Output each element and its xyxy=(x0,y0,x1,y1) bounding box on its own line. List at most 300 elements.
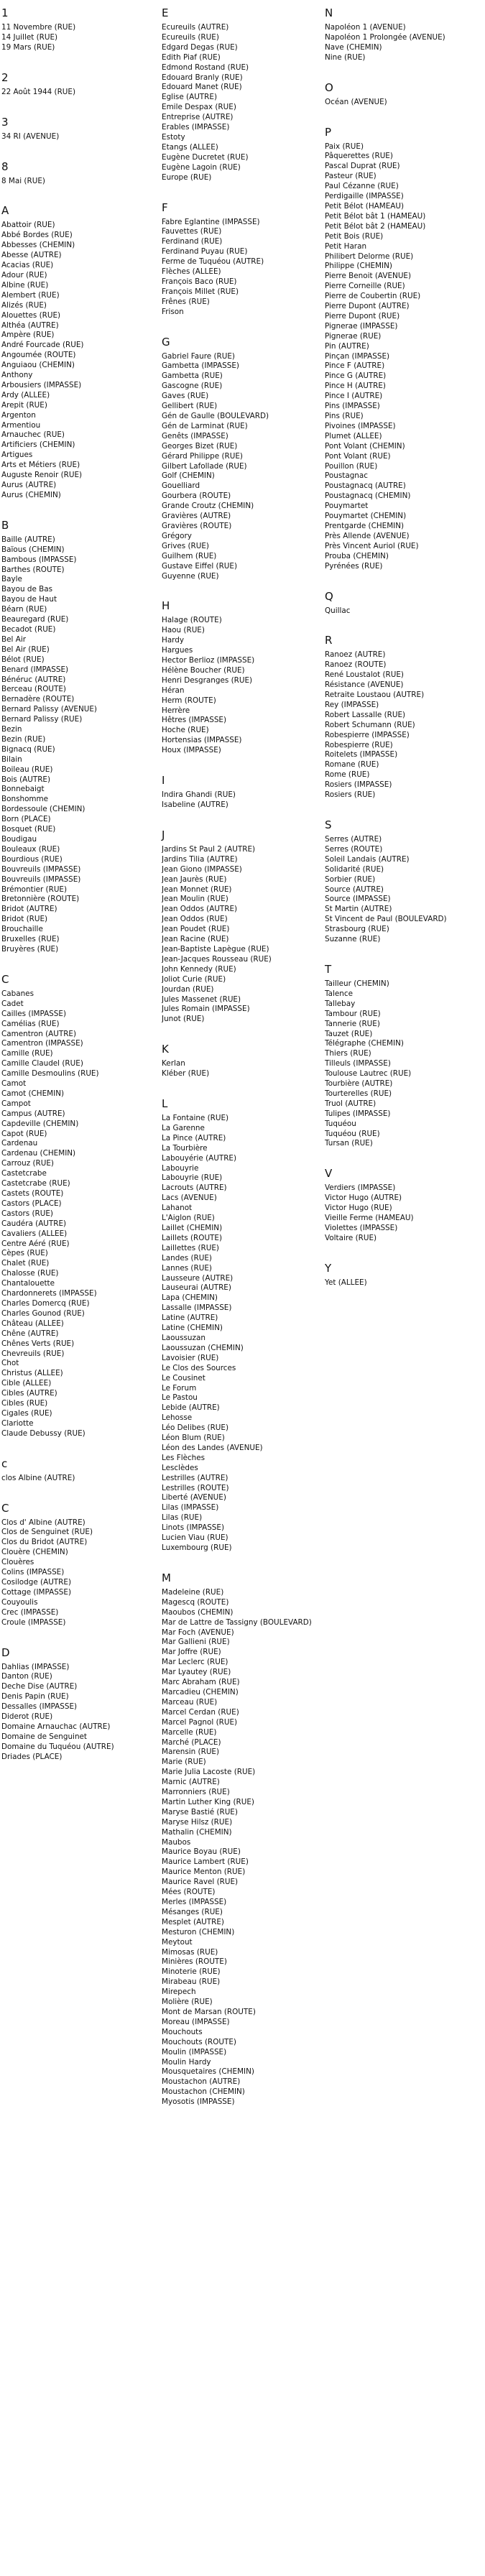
street-entry: Pouymartet (CHEMIN) xyxy=(325,512,407,521)
street-entry: Cible (ALLEE) xyxy=(1,1379,52,1388)
street-entry: Mirepech xyxy=(162,1988,196,1997)
section-letter-heading: S xyxy=(325,818,332,831)
street-entry: Danton (RUE) xyxy=(1,1672,52,1681)
section-letter-heading: T xyxy=(325,962,332,976)
letter-section xyxy=(325,125,483,572)
street-entry: Verdiers (IMPASSE) xyxy=(325,1183,396,1193)
street-entry: Flèches (ALLEE) xyxy=(162,267,221,277)
street-entry: Jean Monnet (RUE) xyxy=(162,885,232,894)
street-entry: Marcadieu (CHEMIN) xyxy=(162,1687,239,1696)
street-entry: Clariotte xyxy=(1,1418,34,1428)
street-entry: Grégory xyxy=(162,531,192,540)
street-entry: Béarn (RUE) xyxy=(1,605,47,614)
street-entry: Abattoir (RUE) xyxy=(1,221,55,230)
street-entry: Nave (CHEMIN) xyxy=(325,42,382,52)
street-entry: Prentgarde (CHEMIN) xyxy=(325,521,405,530)
street-entry: Mésanges (RUE) xyxy=(162,1907,223,1916)
street-entry: Mouchouts (ROUTE) xyxy=(162,2037,236,2046)
street-entry: Labouyrie (RUE) xyxy=(162,1173,223,1183)
street-entry: Léon des Landes (AVENUE) xyxy=(162,1443,263,1452)
street-entry: Bilain xyxy=(1,754,22,764)
street-entry: Castets (ROUTE) xyxy=(1,1189,64,1198)
street-entry: Bosquet (RUE) xyxy=(1,825,56,834)
street-entry: Petit Bois (RUE) xyxy=(325,231,384,241)
street-entry: Lapa (CHEMIN) xyxy=(162,1293,218,1303)
street-entry: Retraite Loustaou (AUTRE) xyxy=(325,691,425,700)
street-entry: Minoterie (RUE) xyxy=(162,1967,221,1977)
street-entry: Junot (RUE) xyxy=(162,1015,205,1024)
street-entry: Source (IMPASSE) xyxy=(325,895,391,904)
street-entry: Rosiers (RUE) xyxy=(325,790,376,800)
letter-section xyxy=(1,70,160,98)
street-entry: Pyrénées (RUE) xyxy=(325,561,383,571)
street-entry: Capot (RUE) xyxy=(1,1129,47,1138)
street-entry: François Baco (RUE) xyxy=(162,277,237,286)
street-entry: Fabre Eglantine (IMPASSE) xyxy=(162,217,260,226)
street-entry: André Fourcade (RUE) xyxy=(1,341,84,350)
street-entry: Camentron (AUTRE) xyxy=(1,1029,77,1038)
street-entry: Pâquerettes (RUE) xyxy=(325,152,393,161)
street-entry: Centre Aéré (RUE) xyxy=(1,1239,70,1248)
section-letter-heading: O xyxy=(325,80,333,94)
letter-section xyxy=(325,589,483,617)
street-entry: Bel Air xyxy=(1,634,26,644)
street-entry: Résistance (AVENUE) xyxy=(325,680,404,690)
letter-section xyxy=(162,599,320,756)
street-entry: Albine (RUE) xyxy=(1,280,49,290)
street-entry: Nine (RUE) xyxy=(325,52,366,62)
section-letter-heading: B xyxy=(1,518,9,532)
street-entry: Cadet xyxy=(1,999,24,1008)
street-entry: Camille (RUE) xyxy=(1,1049,53,1058)
street-entry: Diderot (RUE) xyxy=(1,1712,53,1722)
street-entry: Lausseure (AUTRE) xyxy=(162,1273,234,1283)
letter-section xyxy=(1,972,160,1439)
street-entry: Bridot (RUE) xyxy=(1,915,48,924)
street-entry: Pins (RUE) xyxy=(325,412,364,420)
street-entry: Pince H (AUTRE) xyxy=(325,382,386,391)
street-entry: Mar Gallieni (RUE) xyxy=(162,1638,230,1647)
street-entry: Robespierre (IMPASSE) xyxy=(325,730,410,739)
street-entry: Jean-Jacques Rousseau (RUE) xyxy=(162,954,272,964)
street-entry: Castors (RUE) xyxy=(1,1209,53,1218)
index-column-2 xyxy=(162,6,320,2125)
street-entry: Gravières (AUTRE) xyxy=(162,512,231,521)
street-entry: Moreau (IMPASSE) xyxy=(162,2017,230,2026)
street-entry: Marnic (AUTRE) xyxy=(162,1778,220,1787)
street-entry: Gellibert (RUE) xyxy=(162,402,218,411)
street-entry: Bambous (IMPASSE) xyxy=(1,555,77,564)
street-entry: Ranoez (ROUTE) xyxy=(325,660,387,670)
section-letter-heading: I xyxy=(162,774,165,788)
street-entry: Lebide (AUTRE) xyxy=(162,1403,220,1413)
street-entry: 11 Novembre (RUE) xyxy=(1,23,76,32)
letter-section xyxy=(325,80,483,108)
street-entry: Lestrilles (AUTRE) xyxy=(162,1473,228,1482)
street-entry: La Pince (AUTRE) xyxy=(162,1133,226,1142)
street-entry: Bel Air (RUE) xyxy=(1,645,50,654)
street-entry: Château (ALLEE) xyxy=(1,1319,64,1328)
street-entry: Chardonnerets (IMPASSE) xyxy=(1,1289,97,1298)
street-entry: Suzanne (RUE) xyxy=(325,935,381,944)
section-letter-heading: J xyxy=(162,828,165,841)
street-entry: Europe (RUE) xyxy=(162,172,212,182)
letter-section xyxy=(162,6,320,183)
street-entry: Acacias (RUE) xyxy=(1,261,54,270)
street-entry: Edouard Manet (RUE) xyxy=(162,83,242,92)
street-entry: Erables (IMPASSE) xyxy=(162,123,230,132)
street-entry: Boudigau xyxy=(1,835,37,844)
street-entry: Bruxelles (RUE) xyxy=(1,935,60,944)
street-entry: Pince F (AUTRE) xyxy=(325,361,385,371)
street-entry: Maurice Lambert (RUE) xyxy=(162,1857,249,1867)
street-entry: Mousquetaires (CHEMIN) xyxy=(162,2067,254,2077)
street-entry: Cibles (AUTRE) xyxy=(1,1389,57,1398)
street-entry: Thiers (RUE) xyxy=(325,1049,371,1058)
street-entry: Hélène Boucher (RUE) xyxy=(162,665,245,675)
street-entry: Merles (IMPASSE) xyxy=(162,1898,227,1906)
street-entry: Deche Dise (AUTRE) xyxy=(1,1682,78,1691)
street-entry: Mesplet (AUTRE) xyxy=(162,1917,224,1926)
street-entry: Camot (CHEMIN) xyxy=(1,1089,65,1098)
section-letter-heading: M xyxy=(162,1571,171,1584)
street-entry: Mirabeau (RUE) xyxy=(162,1977,221,1987)
street-entry: Arepit (RUE) xyxy=(1,400,47,410)
street-entry: Ferdinand (RUE) xyxy=(162,237,223,246)
street-entry: Carrouz (RUE) xyxy=(1,1159,54,1168)
street-entry: 22 Août 1944 (RUE) xyxy=(1,87,76,96)
street-entry: Ferme de Tuquéou (AUTRE) xyxy=(162,257,264,267)
street-entry: Marché (PLACE) xyxy=(162,1737,221,1747)
street-entry: Soleil Landais (AUTRE) xyxy=(325,854,410,864)
street-entry: Marcel Pagnol (RUE) xyxy=(162,1717,238,1727)
section-letter-heading: V xyxy=(325,1167,333,1181)
street-entry: Linots (IMPASSE) xyxy=(162,1523,225,1533)
street-entry: Minières (ROUTE) xyxy=(162,1957,227,1967)
street-entry: Cosilodge (AUTRE) xyxy=(1,1578,71,1587)
street-entry: Vieille Ferme (HAMEAU) xyxy=(325,1214,414,1223)
street-entry: Hargues xyxy=(162,646,193,655)
street-entry: Cardenau xyxy=(1,1139,38,1148)
street-entry: Clos d' Albine (AUTRE) xyxy=(1,1518,86,1527)
street-entry: Pierre de Coubertin (RUE) xyxy=(325,292,421,301)
street-entry: Rome (RUE) xyxy=(325,770,370,780)
street-entry: Gourbera (ROUTE) xyxy=(162,491,231,501)
street-entry: St Vincent de Paul (BOULEVARD) xyxy=(325,915,447,924)
street-entry: Chênes Verts (RUE) xyxy=(1,1339,75,1348)
street-entry: Hêtres (IMPASSE) xyxy=(162,716,227,725)
section-letter-heading: L xyxy=(162,1097,168,1111)
street-entry: Lahanot xyxy=(162,1204,193,1213)
street-entry: Jean-Baptiste Lapègue (RUE) xyxy=(162,944,269,954)
letter-section xyxy=(325,1166,483,1243)
street-entry: Beauregard (RUE) xyxy=(1,615,69,624)
street-entry: Robert Lassalle (RUE) xyxy=(325,710,406,719)
street-entry: Landes (RUE) xyxy=(162,1253,212,1262)
street-entry: Strasbourg (RUE) xyxy=(325,925,389,934)
street-entry: Bezin (RUE) xyxy=(1,734,46,744)
street-entry: Argenton xyxy=(1,410,36,420)
street-entry: Domaine de Senguinet xyxy=(1,1732,88,1741)
street-entry: Anthony xyxy=(1,371,33,380)
street-entry: Camélias (RUE) xyxy=(1,1019,60,1028)
street-entry: Le Pastou xyxy=(162,1393,198,1403)
street-entry: Camille Claudel (RUE) xyxy=(1,1059,83,1068)
street-entry: Guyenne (RUE) xyxy=(162,571,219,581)
street-entry: Océan (AVENUE) xyxy=(325,97,387,106)
street-entry: Hoche (RUE) xyxy=(162,726,209,735)
street-entry: Barthes (ROUTE) xyxy=(1,565,65,574)
street-entry: Edouard Branly (RUE) xyxy=(162,73,243,82)
street-entry: Christus (ALLEE) xyxy=(1,1369,63,1378)
section-letter-heading: 3 xyxy=(1,115,9,129)
street-entry: Hector Berlioz (IMPASSE) xyxy=(162,656,255,665)
street-entry: Pivoines (IMPASSE) xyxy=(325,421,396,430)
street-entry: Gén de Larminat (RUE) xyxy=(162,421,248,430)
street-entry: Abesse (AUTRE) xyxy=(1,251,62,260)
street-entry: Mouchouts xyxy=(162,2027,203,2036)
street-entry: Cardenau (CHEMIN) xyxy=(1,1149,76,1158)
street-entry: Luxembourg (RUE) xyxy=(162,1543,232,1552)
street-entry: Paix (RUE) xyxy=(325,142,364,151)
street-entry: Pins (IMPASSE) xyxy=(325,402,380,411)
street-entry: Herrère xyxy=(162,706,190,715)
street-entry: Tilleuls (IMPASSE) xyxy=(325,1059,391,1068)
street-entry: Roitelets (IMPASSE) xyxy=(325,750,398,760)
street-entry: René Loustalot (RUE) xyxy=(325,670,404,680)
street-entry: Poustagnacq (AUTRE) xyxy=(325,481,406,491)
street-entry: Bourdious (RUE) xyxy=(1,854,63,864)
street-entry: Georges Bizet (RUE) xyxy=(162,441,238,451)
street-entry: Gén de Gaulle (BOULEVARD) xyxy=(162,412,269,420)
street-entry: Maurice Boyau (RUE) xyxy=(162,1847,241,1857)
street-entry: Clouères xyxy=(1,1558,34,1567)
street-entry: Ranoez (AUTRE) xyxy=(325,650,386,660)
street-entry: Edgard Degas (RUE) xyxy=(162,42,238,52)
street-entry: Robespierre (RUE) xyxy=(325,740,393,749)
section-letter-heading: C xyxy=(1,972,9,986)
street-entry: Eugène Lagoin (RUE) xyxy=(162,162,241,172)
section-letter-heading: R xyxy=(325,634,333,647)
section-letter-heading: C xyxy=(1,1501,9,1515)
street-entry: Gravières (ROUTE) xyxy=(162,521,232,530)
street-entry: Houx (IMPASSE) xyxy=(162,746,221,755)
street-entry: Lassalle (IMPASSE) xyxy=(162,1303,232,1313)
street-entry: La Garenne xyxy=(162,1123,205,1132)
street-entry: Gérard Philippe (RUE) xyxy=(162,451,243,461)
section-letter-heading: 2 xyxy=(1,70,9,84)
street-entry: Frênes (RUE) xyxy=(162,297,210,306)
street-entry: Près Allende (AVENUE) xyxy=(325,531,410,540)
section-letter-heading: A xyxy=(1,204,9,218)
street-entry: Léo Delibes (RUE) xyxy=(162,1423,229,1433)
street-entry: Camentron (IMPASSE) xyxy=(1,1039,83,1048)
street-entry: Angoumée (ROUTE) xyxy=(1,351,76,360)
street-entry: Clos du Bridot (AUTRE) xyxy=(1,1538,88,1547)
street-entry: Pont Volant (RUE) xyxy=(325,451,391,461)
street-entry: Télégraphe (CHEMIN) xyxy=(325,1039,404,1048)
street-entry: Aurus (CHEMIN) xyxy=(1,490,61,499)
street-entry: Charles Domercq (RUE) xyxy=(1,1298,90,1308)
street-entry: Pierre Benoit (AVENUE) xyxy=(325,272,412,281)
letter-section xyxy=(1,1456,160,1484)
street-entry: Chevreuils (RUE) xyxy=(1,1349,65,1358)
street-entry: Mées (ROUTE) xyxy=(162,1888,216,1897)
street-entry: Maurice Ravel (RUE) xyxy=(162,1878,239,1887)
street-entry: Cottage (IMPASSE) xyxy=(1,1587,72,1597)
street-entry: Castors (PLACE) xyxy=(1,1199,62,1208)
street-entry: Gambetta (RUE) xyxy=(162,371,223,381)
street-entry: Ecureuils (RUE) xyxy=(162,32,219,42)
letter-section xyxy=(325,6,483,63)
street-entry: Source (AUTRE) xyxy=(325,885,384,894)
letter-section xyxy=(1,115,160,142)
street-entry: Mar Lyautey (RUE) xyxy=(162,1668,231,1677)
street-entry: Maryse Bastié (RUE) xyxy=(162,1807,238,1816)
street-entry: Marensin (RUE) xyxy=(162,1748,220,1757)
street-entry: Abbesses (CHEMIN) xyxy=(1,241,75,250)
street-entry: Auguste Renoir (RUE) xyxy=(1,471,83,480)
street-entry: Pinçan (IMPASSE) xyxy=(325,351,390,361)
street-entry: Pignerae (RUE) xyxy=(325,331,382,341)
street-entry: Mar Foch (AVENUE) xyxy=(162,1628,234,1637)
letter-section xyxy=(325,962,483,1149)
section-letter-heading: c xyxy=(1,1456,8,1470)
street-entry: Jean Racine (RUE) xyxy=(162,935,229,944)
street-entry: Robert Schumann (RUE) xyxy=(325,720,415,729)
street-entry: Jardins Tilia (AUTRE) xyxy=(162,854,238,864)
street-entry: Cigales (RUE) xyxy=(1,1408,52,1418)
street-entry: Entreprise (AUTRE) xyxy=(162,113,234,122)
street-entry: Petit Bélot bât 1 (HAMEAU) xyxy=(325,211,426,221)
street-entry: Tulipes (IMPASSE) xyxy=(325,1109,391,1118)
street-entry: Domaine Arnauchac (AUTRE) xyxy=(1,1722,111,1731)
street-entry: Lilas (RUE) xyxy=(162,1513,203,1523)
street-entry: Laoussuzan xyxy=(162,1333,205,1342)
street-entry: Lestrilles (ROUTE) xyxy=(162,1483,229,1492)
street-entry: Moulin (IMPASSE) xyxy=(162,2047,227,2056)
street-entry: Marronniers (RUE) xyxy=(162,1788,230,1797)
street-entry: Laillettes (RUE) xyxy=(162,1243,219,1252)
section-letter-heading: P xyxy=(325,125,332,139)
street-entry: Victor Hugo (AUTRE) xyxy=(325,1194,402,1203)
street-entry: Edith Piaf (RUE) xyxy=(162,52,221,62)
street-entry: Cibles (RUE) xyxy=(1,1399,48,1408)
street-entry: Romane (RUE) xyxy=(325,760,379,770)
street-entry: Philippe (CHEMIN) xyxy=(325,262,392,271)
street-entry: Golf (CHEMIN) xyxy=(162,471,215,481)
section-letter-heading: 8 xyxy=(1,160,9,173)
street-entry: Molière (RUE) xyxy=(162,1998,213,2007)
street-entry: Chalosse (RUE) xyxy=(1,1269,59,1278)
street-entry: Campot xyxy=(1,1099,31,1108)
letter-section xyxy=(162,335,320,582)
street-entry: Brémontier (RUE) xyxy=(1,885,68,894)
street-entry: Yet (ALLEE) xyxy=(325,1278,367,1287)
street-entry: Alizés (RUE) xyxy=(1,300,47,310)
section-letter-heading: G xyxy=(162,335,170,348)
street-entry: Joliot Curie (RUE) xyxy=(162,974,226,984)
street-entry: Guilhem (RUE) xyxy=(162,551,217,560)
letter-section xyxy=(1,1645,160,1763)
street-entry: Latine (CHEMIN) xyxy=(162,1324,223,1333)
street-entry: Couyoulis xyxy=(1,1597,38,1607)
section-letter-heading: H xyxy=(162,599,170,613)
street-entry: Driades (PLACE) xyxy=(1,1752,63,1761)
street-entry: Mar Joffre (RUE) xyxy=(162,1648,221,1657)
street-entry: Martin Luther King (RUE) xyxy=(162,1797,254,1806)
street-entry: Cavaliers (ALLEE) xyxy=(1,1229,68,1238)
street-entry: Bouleaux (RUE) xyxy=(1,844,60,854)
street-entry: Lesclèdes xyxy=(162,1463,198,1472)
street-entry: Pierre Dupont (RUE) xyxy=(325,311,400,320)
street-entry: Pierre Corneille (RUE) xyxy=(325,282,405,291)
street-entry: Boileau (RUE) xyxy=(1,765,53,774)
street-entry: Gabriel Faure (RUE) xyxy=(162,351,235,361)
street-entry: Mathalin (CHEMIN) xyxy=(162,1827,232,1837)
letter-section xyxy=(162,1042,320,1079)
street-entry: Ferdinand Puyau (RUE) xyxy=(162,247,248,257)
street-entry: Victor Hugo (RUE) xyxy=(325,1204,392,1213)
street-entry: Pierre Dupont (AUTRE) xyxy=(325,302,410,311)
street-entry: Lauseurai (AUTRE) xyxy=(162,1283,231,1293)
street-entry: Le Forum xyxy=(162,1383,197,1393)
street-entry: Mont de Marsan (ROUTE) xyxy=(162,2007,256,2016)
street-entry: Tauzet (RUE) xyxy=(325,1029,373,1038)
street-entry: Cabanes xyxy=(1,989,34,998)
street-entry: Mar de Lattre de Tassigny (BOULEVARD) xyxy=(162,1617,312,1627)
street-entry: Voltaire (RUE) xyxy=(325,1233,377,1242)
street-entry: Baïous (CHEMIN) xyxy=(1,545,65,554)
street-entry: Jean Giono (IMPASSE) xyxy=(162,864,242,874)
street-entry: Gustave Eiffel (RUE) xyxy=(162,561,238,571)
street-entry: Fauvettes (RUE) xyxy=(162,227,222,236)
street-entry: Perdigaille (IMPASSE) xyxy=(325,192,404,201)
street-entry: Adour (RUE) xyxy=(1,270,47,280)
street-entry: Petit Haran xyxy=(325,241,367,251)
section-letter-heading: N xyxy=(325,6,333,19)
street-entry: Meytout xyxy=(162,1937,193,1947)
street-entry: Marcel Cerdan (RUE) xyxy=(162,1707,239,1717)
street-entry: Marcelle (RUE) xyxy=(162,1727,217,1737)
street-entry: Jean Poudet (RUE) xyxy=(162,925,230,934)
street-entry: Lacrouts (AUTRE) xyxy=(162,1183,227,1193)
street-entry: Bayou de Haut xyxy=(1,595,57,604)
street-entry: Chalet (RUE) xyxy=(1,1259,50,1268)
street-entry: 14 Juillet (RUE) xyxy=(1,32,58,42)
letter-section xyxy=(162,773,320,811)
street-entry: Bridot (AUTRE) xyxy=(1,905,57,914)
street-entry: Eglise (AUTRE) xyxy=(162,93,217,102)
street-entry: Camille Desmoulins (RUE) xyxy=(1,1069,99,1079)
street-entry: Gaves (RUE) xyxy=(162,392,209,401)
street-entry: Charles Gounod (RUE) xyxy=(1,1308,85,1318)
street-entry: Pince G (AUTRE) xyxy=(325,371,387,381)
section-letter-heading: E xyxy=(162,6,169,19)
street-entry: Tuquéou xyxy=(325,1119,356,1128)
letter-section xyxy=(325,818,483,945)
street-entry: Dahlias (IMPASSE) xyxy=(1,1662,70,1671)
street-entry: Poustagnac xyxy=(325,471,368,481)
street-entry: Sorbier (RUE) xyxy=(325,874,376,884)
street-entry: Anguiaou (CHEMIN) xyxy=(1,361,75,370)
street-entry: Moustachon (CHEMIN) xyxy=(162,2087,245,2097)
street-entry: Jean Oddos (RUE) xyxy=(162,915,228,924)
street-entry: Paul Cézanne (RUE) xyxy=(325,182,399,191)
street-entry: Bruyères (RUE) xyxy=(1,944,59,954)
street-entry: Benard (IMPASSE) xyxy=(1,665,69,674)
street-entry: Alembert (RUE) xyxy=(1,290,60,300)
